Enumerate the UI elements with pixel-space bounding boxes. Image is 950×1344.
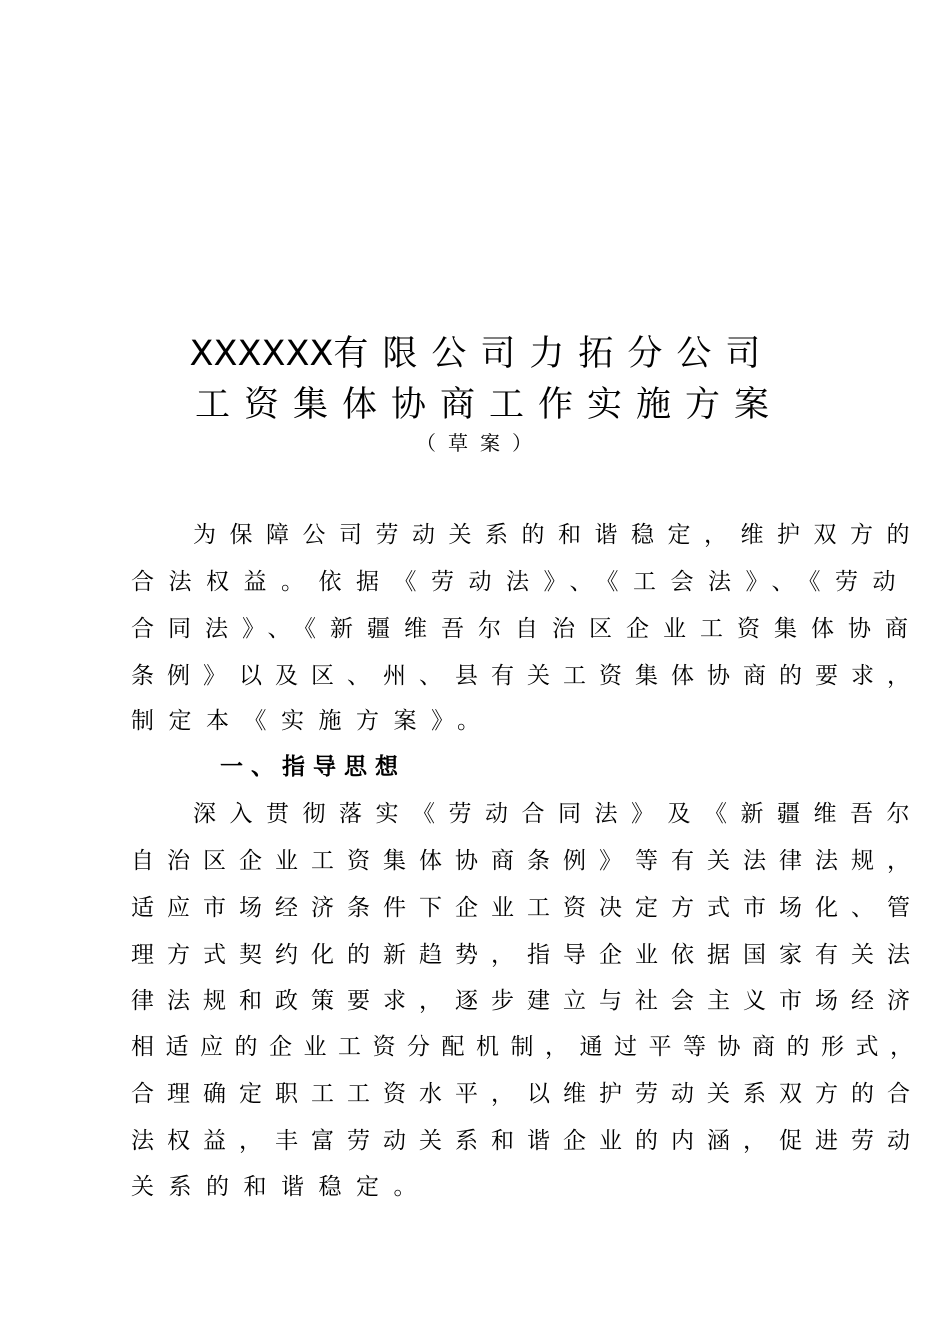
document-title-line-1 [0,326,950,376]
section1-line-6: 相适应的企业工资分配机制，通过平等协商的形式， [131,1034,925,1060]
company-branch-name: 有限公司力拓分公司 [333,334,775,374]
section1-line-9: 关系的和谐稳定。 [131,1174,431,1200]
section1-line-8: 法权益，丰富劳动关系和谐企业的内涵，促进劳动 [131,1128,923,1154]
section1-line-5: 律法规和政策要求，逐步建立与社会主义市场经济 [131,988,923,1014]
section1-line-2: 自治区企业工资集体协商条例》等有关法律法规， [131,848,923,874]
document-title-line-2: 工资集体协商工作实施方案 [194,385,783,425]
intro-line-5: 制定本《实施方案》。 [131,708,495,734]
company-placeholder-name: XXXXXX [189,334,334,374]
section1-line-4: 理方式契约化的新趋势，指导企业依据国家有关法 [131,942,923,968]
intro-line-3: 合同法》、《新疆维吾尔自治区企业工资集体协商 [131,616,922,642]
section-heading-guiding-ideology: 一、指导思想 [220,754,406,780]
section1-line-1: 深入贯彻落实《劳动合同法》及《新疆维吾尔 [193,801,923,827]
document-subtitle: （草案） [416,431,544,455]
intro-line-2: 合法权益。依据《劳动法》、《工会法》、《劳动 [131,569,910,595]
section1-line-7: 合理确定职工工资水平，以维护劳动关系双方的合 [131,1081,923,1107]
intro-line-4: 条例》以及区、州、县有关工资集体协商的要求， [131,663,923,689]
intro-line-1: 为保障公司劳动关系的和谐稳定，维护双方的 [193,522,923,548]
section1-line-3: 适应市场经济条件下企业工资决定方式市场化、管 [131,895,923,921]
